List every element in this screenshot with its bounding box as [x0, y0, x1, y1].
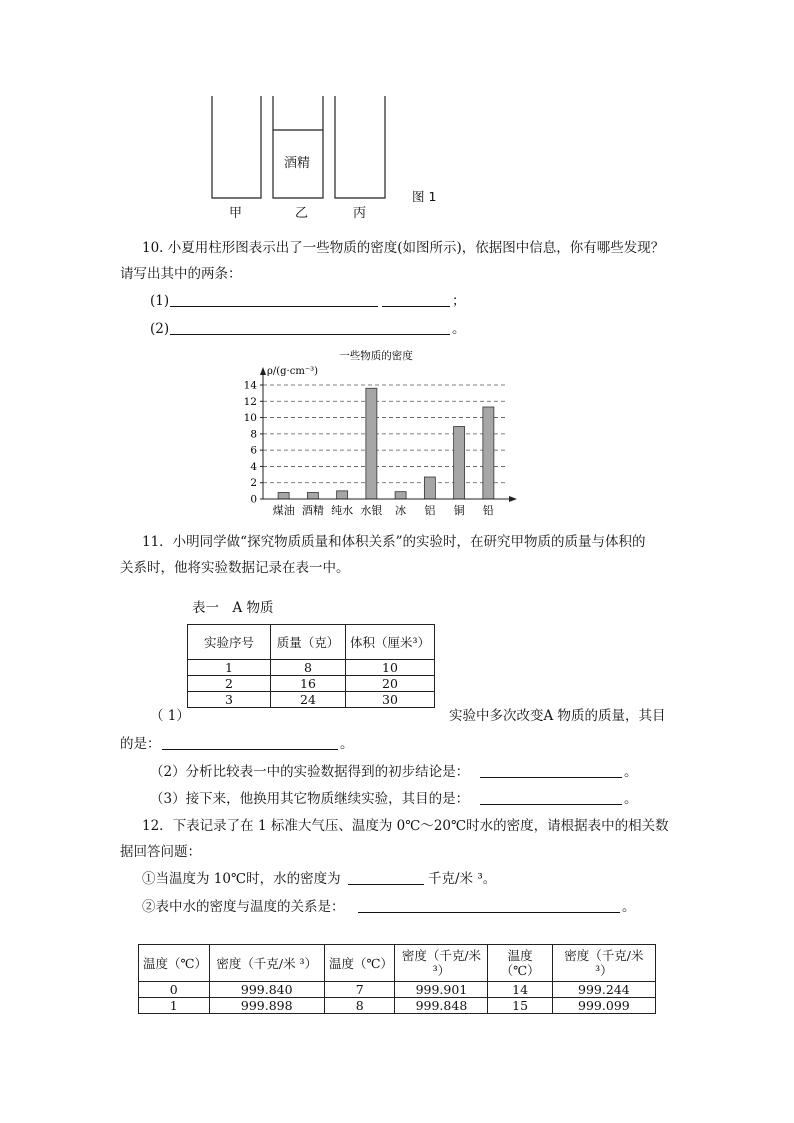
header-cell: 温度（℃）: [488, 945, 552, 982]
table-cell: 1: [188, 660, 271, 676]
y-tick-label: 8: [250, 428, 257, 441]
table-cell: 999.840: [209, 982, 324, 998]
q11-p1-text: 实验中多次改变A 物质的质量，其目: [449, 708, 666, 724]
beaker-label-yi: 乙: [295, 206, 309, 221]
q10-item2-end: 。: [452, 321, 466, 337]
bar-4: [366, 388, 377, 499]
table-cell: 15: [488, 998, 552, 1014]
beaker-label-bing: 丙: [353, 206, 367, 221]
x-axis-arrow: [509, 496, 517, 502]
header-cell: 温度（℃）: [139, 945, 210, 982]
q11-p3-end: 。: [624, 791, 638, 807]
header-cell: 密度（千克/米 ³）: [209, 945, 324, 982]
figure-caption: 图 1: [412, 189, 437, 204]
y-tick-label: 12: [243, 395, 257, 408]
y-tick-label: 14: [243, 379, 257, 392]
table-cell: 3: [188, 692, 271, 708]
q10-item2-label: (2): [150, 321, 170, 337]
q10-text-line1: 10. 小夏用柱形图表示出了一些物质的密度(如图所示)，依据图中信息，你有哪些发现？: [142, 240, 665, 256]
beaker-yi: [273, 96, 323, 198]
x-category-label: 铜: [453, 504, 465, 517]
chart-y-axis-label: ρ/(g·cm⁻³): [267, 366, 319, 377]
table-cell: 14: [488, 982, 552, 998]
q11-p1-answer-blank[interactable]: [162, 749, 338, 750]
x-category-label: 冰: [395, 504, 407, 517]
q11-table-title: 表一 A 物质: [192, 600, 274, 616]
y-tick-label: 10: [243, 412, 257, 425]
q11-p1-label: （ 1）: [150, 708, 190, 724]
q12-s1-end: 千克/米 ³。: [428, 871, 497, 887]
table-cell: 999.901: [395, 982, 488, 998]
table-header-row: [139, 945, 656, 982]
beaker-label-jia: 甲: [229, 206, 243, 221]
header-cell: 实验序号: [188, 625, 271, 660]
table-cell: 8: [271, 660, 346, 676]
q10-item1-end: ；: [452, 293, 466, 309]
q12-s2-text: ②表中水的密度与温度的关系是：: [142, 899, 345, 915]
x-category-label: 铅: [482, 504, 494, 517]
q10-answer2-blank[interactable]: [170, 334, 450, 335]
q12-text-line2: 据回答问题：: [120, 844, 201, 860]
table-cell: 10: [346, 660, 435, 676]
table-cell: 30: [346, 692, 435, 708]
q10-text-line2: 请写出其中的两条：: [120, 266, 242, 282]
q11-p1-line2: 的是：: [120, 736, 161, 752]
table-cell: 16: [271, 676, 346, 692]
table-cell: 0: [139, 982, 210, 998]
q11-p2-end: 。: [624, 764, 638, 780]
bar-7: [454, 427, 465, 499]
bar-5: [395, 492, 406, 499]
table-header-row: [188, 625, 435, 660]
header-cell: 质量（克）: [271, 625, 346, 660]
table-cell: 1: [139, 998, 210, 1014]
q11-text-line1: 11．小明同学做“探究物质质量和体积关系”的实验时，在研究甲物质的质量与体积的: [142, 534, 646, 550]
y-axis-arrow: [260, 367, 266, 375]
beaker-jia: [212, 96, 261, 198]
q11-p1-end: 。: [340, 736, 354, 752]
q11-p2-text: （2）分析比较表一中的实验数据得到的初步结论是：: [150, 764, 470, 780]
q10-answer1-blank-b[interactable]: [382, 306, 450, 307]
table-cell: 7: [324, 982, 395, 998]
x-category-label: 纯水: [331, 504, 354, 517]
table-row: [188, 660, 435, 676]
q12-s1-text: ①当温度为 10℃时，水的密度为: [142, 871, 341, 887]
x-category-label: 煤油: [272, 504, 295, 517]
table-row: [139, 982, 656, 998]
header-cell: 温度（℃）: [324, 945, 395, 982]
y-tick-label: 6: [250, 444, 257, 457]
bar-2: [307, 492, 318, 499]
q12-s2-answer-blank[interactable]: [358, 912, 620, 913]
bar-1: [278, 492, 289, 499]
header-cell: 密度（千克/米 ³）: [552, 945, 655, 982]
table-cell: 8: [324, 998, 395, 1014]
table-row: [139, 998, 656, 1014]
bar-8: [483, 407, 494, 499]
table-cell: 2: [188, 676, 271, 692]
x-category-label: 酒精: [301, 504, 324, 517]
x-category-label: 铝: [424, 504, 436, 517]
q12-s2-end: 。: [622, 899, 636, 915]
table-cell: 999.244: [552, 982, 655, 998]
beaker-bing: [335, 96, 385, 198]
q10-answer1-blank-a[interactable]: [170, 306, 378, 307]
table-cell: 24: [271, 692, 346, 708]
table-row: [188, 692, 435, 708]
y-tick-label: 4: [250, 460, 257, 473]
q11-p2-answer-blank[interactable]: [480, 777, 622, 778]
density-chart: [225, 345, 525, 520]
q10-item1-label: (1): [150, 293, 170, 309]
table-row: [188, 676, 435, 692]
header-cell: 密度（千克/米 ³）: [395, 945, 488, 982]
q12-density-table: [138, 944, 656, 1014]
bar-3: [337, 491, 348, 499]
header-cell: 体积（厘米³）: [346, 625, 435, 660]
q11-p3-answer-blank[interactable]: [480, 804, 622, 805]
table-cell: 999.099: [552, 998, 655, 1014]
liquid-label: 酒精: [284, 156, 311, 171]
table-cell: 999.898: [209, 998, 324, 1014]
x-category-label: 水银: [360, 504, 383, 517]
y-tick-label: 0: [250, 493, 257, 506]
q12-s1-answer-blank[interactable]: [348, 884, 424, 885]
q12-text-line1: 12．下表记录了在 1 标准大气压、温度为 0℃～20℃时水的密度，请根据表中的相关数: [142, 818, 669, 834]
q11-text-line2: 关系时，他将实验数据记录在表一中。: [120, 560, 350, 576]
bar-6: [424, 477, 435, 499]
table-cell: 20: [346, 676, 435, 692]
chart-title: 一些物质的密度: [339, 350, 413, 362]
q11-p3-text: （3）接下来，他换用其它物质继续实验，其目的是：: [150, 791, 470, 807]
table-cell: 999.848: [395, 998, 488, 1014]
y-tick-label: 2: [250, 477, 257, 490]
q11-data-table: [187, 624, 435, 708]
